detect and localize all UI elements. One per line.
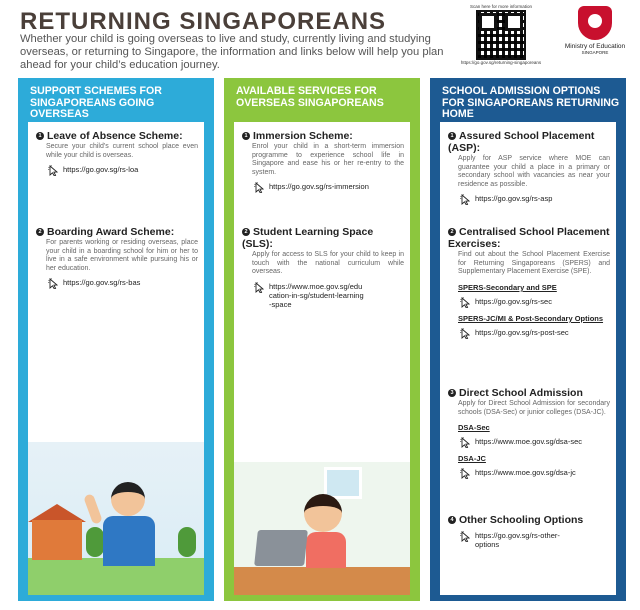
admission-item xyxy=(448,514,610,549)
number-badge: 3 xyxy=(448,389,456,397)
cursor-click-icon xyxy=(48,165,58,176)
service-title: Immersion Scheme: xyxy=(253,130,353,143)
tree-illustration xyxy=(86,527,104,557)
admission-item xyxy=(448,130,610,205)
column-card xyxy=(234,122,410,595)
desk-illustration xyxy=(234,567,410,595)
girl-body-illustration xyxy=(306,532,346,568)
tree-illustration xyxy=(178,527,196,557)
boy-head-illustration xyxy=(111,482,145,516)
column-available-services xyxy=(224,78,420,601)
admission-description: Apply for ASP service where MOE can guarantee your child a place in a primary or secondary school with vacancies as near your residence as possible. xyxy=(458,155,610,188)
admission-description: Apply for Direct School Admission for secondary schools (DSA-Sec) or junior colleges (DSA-JC). xyxy=(458,400,610,416)
link-text[interactable]: https://www.moe.gov.sg/education-in-sg/student-learning-space xyxy=(269,281,364,309)
number-badge: 2 xyxy=(242,228,250,236)
admission-link[interactable] xyxy=(448,328,610,339)
number-badge: 1 xyxy=(242,132,250,140)
number-badge: 4 xyxy=(448,516,456,524)
scheme-description: For parents working or residing overseas, place your child in a boarding school for him or her to live in a safe environment while pursuing his or her education. xyxy=(46,239,198,272)
moe-logo xyxy=(560,6,630,55)
moe-country: SINGAPORE xyxy=(581,50,609,55)
girl-head-illustration xyxy=(304,494,342,532)
moe-name: Ministry of Education xyxy=(564,43,626,50)
cursor-click-icon xyxy=(254,182,264,193)
link-text[interactable]: https://go.gov.sg/rs-immersion xyxy=(269,182,369,192)
link-text[interactable]: https://go.gov.sg/rs-post-sec xyxy=(475,327,569,337)
admission-title: Other Schooling Options xyxy=(459,514,584,527)
service-description: Apply for access to SLS for your child to keep in touch with the national curriculum while overseas. xyxy=(252,251,404,276)
number-badge: 1 xyxy=(36,132,44,140)
admission-title: Direct School Admission xyxy=(459,387,583,400)
scheme-description: Secure your child’s current school place even while your child is overseas. xyxy=(46,143,198,159)
intro-text: Whether your child is going overseas to live and study, currently living and studying overseas, or returning to Singapore, the information and links below will help you plan ahead for your child’s education journey. xyxy=(20,33,444,71)
column-card xyxy=(440,122,616,595)
qr-caption: Scan here for more information xyxy=(469,4,533,9)
number-badge: 2 xyxy=(448,228,456,236)
link-text[interactable]: https://www.moe.gov.sg/dsa-jc xyxy=(475,468,576,478)
admission-link[interactable] xyxy=(448,531,610,549)
scheme-link[interactable] xyxy=(36,278,198,289)
moe-crest-icon xyxy=(578,6,612,40)
number-badge: 2 xyxy=(36,228,44,236)
laptop-illustration xyxy=(254,530,308,566)
scheme-title: Boarding Award Scheme: xyxy=(47,226,175,239)
boy-body-illustration xyxy=(103,516,155,566)
qr-block xyxy=(458,4,544,74)
service-link[interactable] xyxy=(242,182,404,193)
cursor-click-icon xyxy=(460,194,470,205)
admission-link[interactable] xyxy=(448,297,610,308)
admission-subheading[interactable]: SPERS-Secondary and SPE xyxy=(458,282,557,292)
scheme-item xyxy=(36,130,198,176)
cursor-click-icon xyxy=(460,531,470,542)
admission-subheading[interactable]: DSA-Sec xyxy=(458,423,490,433)
scheme-title: Leave of Absence Scheme: xyxy=(47,130,183,143)
service-link[interactable] xyxy=(242,282,404,309)
link-text[interactable]: https://go.gov.sg/rs-bas xyxy=(63,278,141,288)
scheme-item xyxy=(36,226,198,289)
header xyxy=(0,0,640,78)
link-text[interactable]: https://www.moe.gov.sg/dsa-sec xyxy=(475,437,582,447)
admission-title: Assured School Placement (ASP): xyxy=(448,130,595,155)
qr-code-icon[interactable] xyxy=(476,10,526,60)
admission-subheading[interactable]: DSA-JC xyxy=(458,454,486,464)
admission-link[interactable] xyxy=(448,437,610,448)
column-heading: AVAILABLE SERVICES FOR OVERSEAS SINGAPOREANS xyxy=(236,85,384,109)
cursor-click-icon xyxy=(460,328,470,339)
cursor-click-icon xyxy=(460,297,470,308)
link-text[interactable]: https://go.gov.sg/rs-loa xyxy=(63,165,139,175)
link-text[interactable]: https://go.gov.sg/rs-asp xyxy=(475,194,553,204)
cursor-click-icon xyxy=(460,468,470,479)
page-title: RETURNING SINGAPOREANS xyxy=(20,8,387,35)
admission-item xyxy=(448,387,610,479)
service-item xyxy=(242,130,404,193)
qr-url[interactable]: https://go.gov.sg/returning-singaporeans xyxy=(460,60,542,65)
admission-subheading[interactable]: SPERS-JC/MI & Post-Secondary Options xyxy=(458,313,604,323)
column-card xyxy=(28,122,204,595)
cursor-click-icon xyxy=(48,278,58,289)
service-item xyxy=(242,226,404,309)
column-heading: SUPPORT SCHEMES FOR SINGAPOREANS GOING OVERSEAS xyxy=(30,85,162,120)
number-badge: 1 xyxy=(448,132,456,140)
column-school-admission xyxy=(430,78,626,601)
link-text[interactable]: https://go.gov.sg/rs-other-options xyxy=(475,531,560,550)
window-illustration xyxy=(324,467,362,499)
column-support-schemes xyxy=(18,78,214,601)
admission-item xyxy=(448,226,610,339)
admission-link[interactable] xyxy=(448,468,610,479)
service-title: Student Learning Space (SLS): xyxy=(242,226,374,251)
service-description: Enrol your child in a short-term immersion programme to experience school life in Singapore and ease his or her re-entry to the system. xyxy=(252,143,404,176)
school-building-illustration xyxy=(32,520,82,560)
admission-title: Centralised School Placement Exercises: xyxy=(448,226,610,251)
scheme-link[interactable] xyxy=(36,165,198,176)
cursor-click-icon xyxy=(460,437,470,448)
admission-description: Find out about the School Placement Exercise for Returning Singaporeans (SPERS) and Supplementary Placement Exercise (SPE). xyxy=(458,251,610,276)
column-heading: SCHOOL ADMISSION OPTIONS FOR SINGAPOREANS RETURNING HOME xyxy=(442,85,620,120)
cursor-click-icon xyxy=(254,282,264,293)
link-text[interactable]: https://go.gov.sg/rs-sec xyxy=(475,296,552,306)
admission-link[interactable] xyxy=(448,194,610,205)
